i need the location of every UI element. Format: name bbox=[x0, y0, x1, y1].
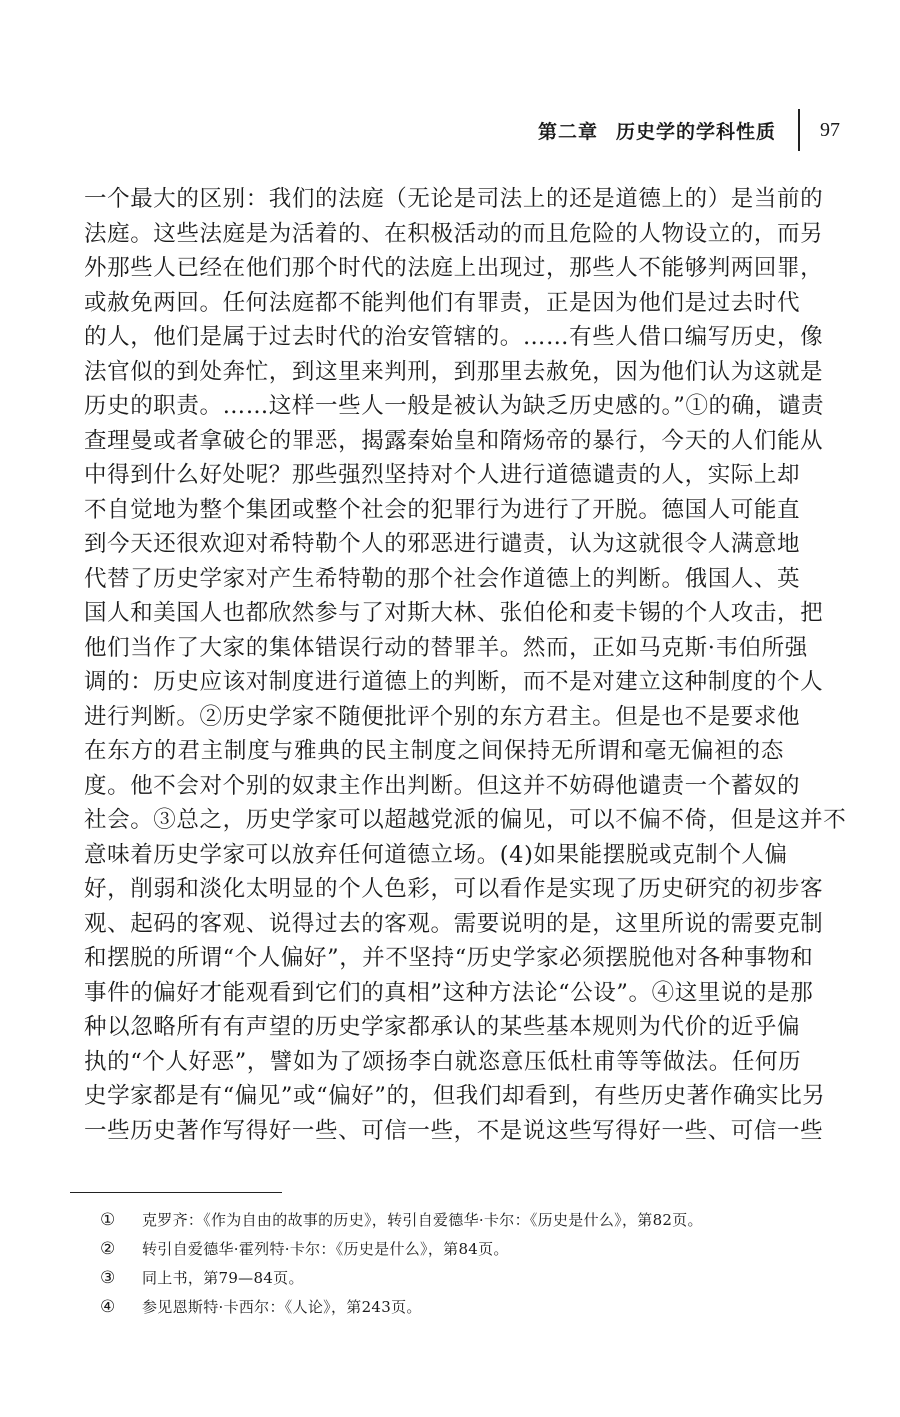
body-line: 一个最大的区别：我们的法庭（无论是司法上的还是道德上的）是当前的 bbox=[84, 186, 824, 212]
body-line: 中得到什么好处呢？那些强烈坚持对个人进行道德谴责的人，实际上却 bbox=[84, 462, 801, 488]
body-line: 不自觉地为整个集团或整个社会的犯罪行为进行了开脱。德国人可能直 bbox=[84, 496, 801, 523]
body-line: 查理曼或者拿破仑的罪恶，揭露秦始皇和隋炀帝的暴行，今天的人们能从 bbox=[84, 427, 824, 454]
body-line: 进行判断。②历史学家不随便批评个别的东方君主。但是也不是要求他 bbox=[84, 703, 801, 730]
body-line: 国人和美国人也都欣然参与了对斯大林、张伯伦和麦卡锡的个人攻击，把 bbox=[84, 600, 824, 626]
chapter-title: 历史学的学科性质 bbox=[615, 120, 776, 143]
footnote-text: 转引自爱德华·霍列特·卡尔：《历史是什么》，第84页。 bbox=[142, 1240, 509, 1258]
body-line: 史学家都是有“偏见”或“偏好”的，但我们却看到，有些历史著作确实比另 bbox=[84, 1083, 826, 1109]
page-number: 97 bbox=[820, 118, 840, 141]
body-line: 种以忽略所有有声望的历史学家都承认的某些基本规则为代价的近乎偏 bbox=[84, 1014, 801, 1040]
body-line: 外那些人已经在他们那个时代的法庭上出现过，那些人不能够判两回罪， bbox=[84, 255, 824, 281]
footnote-mark: ① bbox=[100, 1210, 116, 1230]
running-header bbox=[538, 108, 840, 152]
body-line: 他们当作了大家的集体错误行动的替罪羊。然而，正如马克斯·韦伯所强 bbox=[84, 634, 808, 661]
body-line: 社会。③总之，历史学家可以超越党派的偏见，可以不偏不倚，但是这并不 bbox=[84, 807, 847, 833]
body-line: 的人，他们是属于过去时代的治安管辖的。……有些人借口编写历史，像 bbox=[84, 324, 824, 350]
footnote-text: 克罗齐：《作为自由的故事的历史》，转引自爱德华·卡尔：《历史是什么》，第82页。 bbox=[142, 1211, 703, 1229]
body-line: 执的“个人好恶”，譬如为了颂扬李白就恣意压低杜甫等等做法。任何历 bbox=[84, 1048, 802, 1075]
body-line: 代替了历史学家对产生希特勒的那个社会作道德上的判断。俄国人、英 bbox=[84, 565, 801, 592]
body-line: 法官似的到处奔忙，到这里来判刑，到那里去赦免，因为他们认为这就是 bbox=[84, 358, 824, 385]
footnote-item bbox=[100, 1206, 703, 1235]
body-line: 好，削弱和淡化太明显的个人色彩，可以看作是实现了历史研究的初步客 bbox=[84, 876, 824, 902]
body-line: 一些历史著作写得好一些、可信一些，不是说这些写得好一些、可信一些 bbox=[84, 1117, 824, 1144]
footnote-mark: ③ bbox=[100, 1268, 116, 1288]
body-line: 在东方的君主制度与雅典的民主制度之间保持无所谓和毫无偏袒的态 bbox=[84, 738, 784, 764]
footnote-item bbox=[100, 1293, 703, 1322]
footnote-item bbox=[100, 1235, 703, 1264]
footnotes bbox=[100, 1206, 703, 1322]
body-line: 意味着历史学家可以放弃任何道德立场。(4)如果能摆脱或克制个人偏 bbox=[84, 841, 788, 868]
footnote-mark: ② bbox=[100, 1239, 116, 1259]
body-line: 度。他不会对个别的奴隶主作出判断。但这并不妨碍他谴责一个蓄奴的 bbox=[84, 772, 801, 799]
body-line: 调的：历史应该对制度进行道德上的判断，而不是对建立这种制度的个人 bbox=[84, 669, 824, 695]
body-line: 事件的偏好才能观看到它们的真相”这种方法论“公设”。④这里说的是那 bbox=[84, 979, 814, 1006]
body-line: 到今天还很欢迎对希特勒个人的邪恶进行谴责，认为这就很令人满意地 bbox=[84, 531, 801, 557]
body-line: 历史的职责。……这样一些人一般是被认为缺乏历史感的。”①的确，谴责 bbox=[84, 393, 825, 419]
body-line: 法庭。这些法庭是为活着的、在积极活动的而且危险的人物设立的，而另 bbox=[84, 220, 824, 247]
footnote-text: 参见恩斯特·卡西尔：《人论》，第243页。 bbox=[142, 1298, 422, 1316]
header-divider bbox=[798, 109, 800, 151]
body-line: 和摆脱的所谓“个人偏好”，并不坚持“历史学家必须摆脱他对各种事物和 bbox=[84, 945, 814, 971]
body-line: 或赦免两回。任何法庭都不能判他们有罪责，正是因为他们是过去时代 bbox=[84, 289, 801, 316]
footnote-divider bbox=[70, 1192, 282, 1193]
footnote-mark: ④ bbox=[100, 1297, 116, 1317]
footnote-text: 同上书，第79—84页。 bbox=[142, 1269, 304, 1287]
chapter-number: 第二章 bbox=[537, 120, 598, 143]
body-text bbox=[84, 182, 847, 1148]
body-line: 观、起码的客观、说得过去的客观。需要说明的是，这里所说的需要克制 bbox=[84, 910, 824, 937]
footnote-item bbox=[100, 1264, 703, 1293]
